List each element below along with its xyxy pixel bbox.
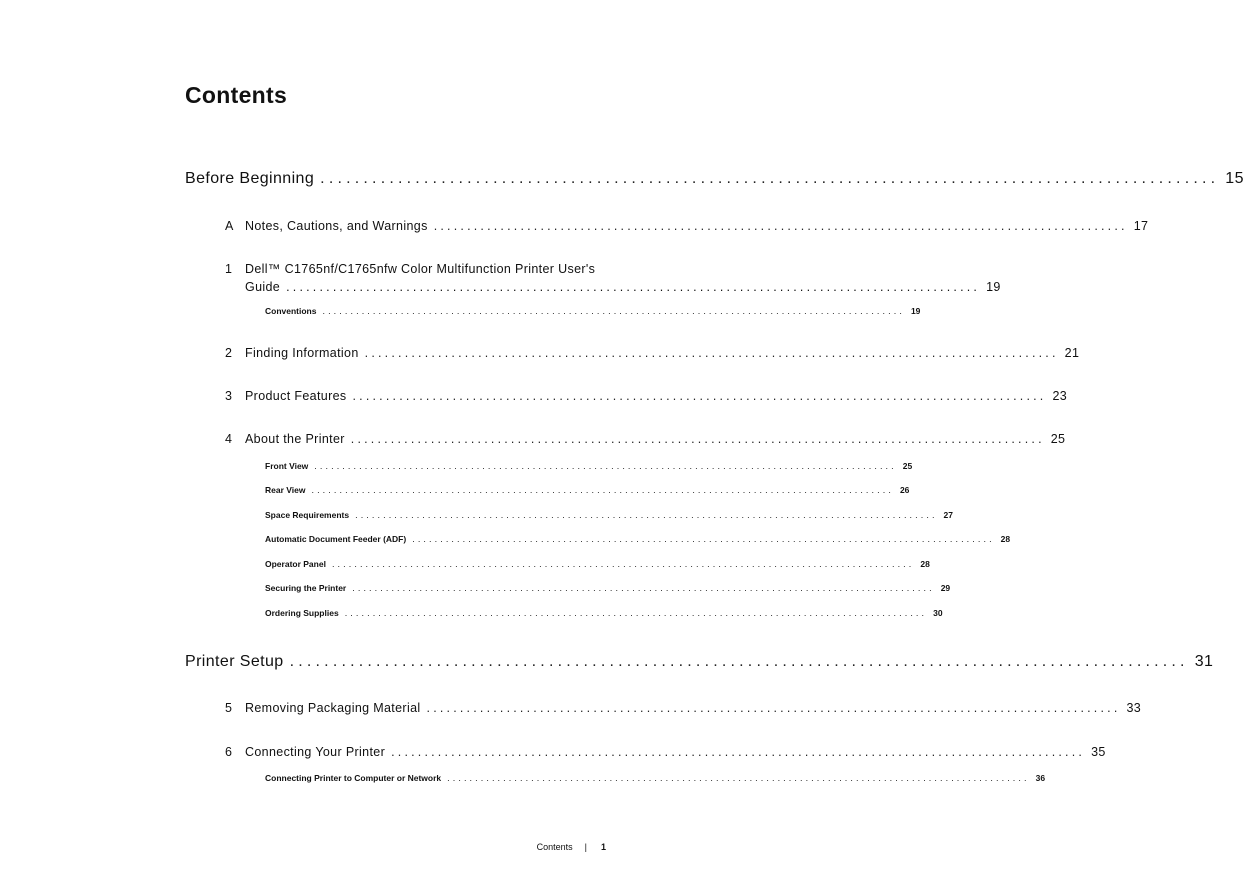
page-number: 15: [1225, 170, 1244, 187]
page-number: 25: [1050, 432, 1066, 446]
dot-leader: ........................................................................................................: [426, 701, 1121, 715]
toc-part-entry[interactable]: [185, 653, 1214, 671]
footer-separator: |: [584, 842, 587, 852]
page-number: 25: [902, 461, 913, 471]
toc-chapter-entry[interactable]: [225, 432, 1066, 446]
dot-leader: ........................................................................................................: [447, 773, 1030, 783]
page-footer: [480, 842, 606, 852]
chapter-label: Removing Packaging Material: [245, 701, 421, 715]
toc-chapter-entry[interactable]: [225, 389, 1068, 403]
chapter-number: 6: [225, 745, 233, 759]
dot-leader: ........................................................................................................: [314, 461, 897, 471]
page-number: 27: [943, 510, 954, 520]
page-number: 30: [933, 608, 943, 618]
toc-chapter-entry[interactable]: [225, 745, 1106, 759]
chapter-label: Product Features: [245, 389, 347, 403]
page-number: 33: [1126, 701, 1142, 715]
toc-section-entry[interactable]: [265, 485, 910, 495]
chapter-label: Finding Information: [245, 346, 359, 360]
page-number: 17: [1133, 219, 1149, 233]
dot-leader: ........................................................................................................: [289, 653, 1189, 670]
page-title: Contents: [185, 82, 288, 108]
page-number: 21: [1064, 346, 1080, 360]
dot-leader: ........................................................................................................: [286, 280, 981, 294]
chapter-label: Connecting Your Printer: [245, 745, 386, 759]
dot-leader: ........................................................................................................: [364, 346, 1059, 360]
footer-page-number: 1: [600, 842, 606, 852]
page-number: 31: [1194, 653, 1214, 670]
toc-part-entry[interactable]: [185, 170, 1244, 188]
page-number: 28: [1000, 534, 1011, 544]
toc-chapter-entry[interactable]: [225, 262, 1001, 294]
dot-leader: ........................................................................................................: [352, 583, 935, 593]
toc-section-entry[interactable]: [265, 461, 913, 471]
chapter-number: 1: [225, 262, 233, 276]
part-label: Before Beginning: [185, 170, 315, 187]
dot-leader: ........................................................................................................: [433, 219, 1128, 233]
chapter-number: 2: [225, 346, 233, 360]
toc-section-entry[interactable]: [265, 608, 943, 618]
page-number: 19: [986, 280, 1001, 294]
chapter-number: 5: [225, 701, 233, 715]
dot-leader: ........................................................................................................: [311, 485, 894, 495]
toc-section-entry[interactable]: [265, 559, 930, 569]
dot-leader: ........................................................................................................: [322, 306, 905, 316]
page-number: 23: [1052, 389, 1068, 403]
chapter-number: 3: [225, 389, 233, 403]
page-number: 28: [920, 559, 930, 569]
page-number: 29: [940, 583, 951, 593]
section-label: Operator Panel: [265, 559, 326, 569]
chapter-label-continued: Guide: [245, 280, 281, 294]
dot-leader: ........................................................................................................: [352, 389, 1047, 403]
page-number: 26: [899, 485, 910, 495]
section-label: Securing the Printer: [265, 583, 347, 593]
dot-leader: ........................................................................................................: [350, 432, 1045, 446]
section-label: Conventions: [265, 306, 317, 316]
page-number: 35: [1091, 745, 1106, 759]
dot-leader: ........................................................................................................: [412, 534, 995, 544]
dot-leader: ........................................................................................................: [391, 745, 1086, 759]
page-number: 36: [1035, 773, 1046, 783]
section-label: Rear View: [265, 485, 306, 495]
page-number: 19: [910, 306, 921, 316]
chapter-label: About the Printer: [245, 432, 345, 446]
dot-leader: ........................................................................................................: [331, 559, 915, 569]
chapter-label: Notes, Cautions, and Warnings: [245, 219, 428, 233]
section-label: Front View: [265, 461, 309, 471]
chapter-number: A: [225, 219, 234, 233]
toc-chapter-entry[interactable]: [225, 219, 1149, 233]
toc-chapter-entry[interactable]: [225, 346, 1080, 360]
section-label: Ordering Supplies: [265, 608, 339, 618]
toc-section-entry[interactable]: [265, 583, 951, 593]
section-label: Connecting Printer to Computer or Network: [265, 773, 442, 783]
toc-chapter-entry[interactable]: [225, 701, 1142, 715]
section-label: Space Requirements: [265, 510, 350, 520]
dot-leader: ........................................................................................................: [320, 170, 1220, 187]
toc-section-entry[interactable]: [265, 773, 1046, 783]
chapter-label: Dell™ C1765nf/C1765nfw Color Multifunction Printer User's: [245, 262, 596, 276]
toc-section-entry[interactable]: [265, 534, 1011, 544]
chapter-number: 4: [225, 432, 233, 446]
toc-section-entry[interactable]: [265, 306, 921, 316]
dot-leader: ........................................................................................................: [344, 608, 928, 618]
dot-leader: ........................................................................................................: [355, 510, 938, 520]
part-label: Printer Setup: [185, 653, 284, 670]
section-label: Automatic Document Feeder (ADF): [265, 534, 407, 544]
footer-label: Contents: [536, 842, 573, 852]
toc-section-entry[interactable]: [265, 510, 954, 520]
